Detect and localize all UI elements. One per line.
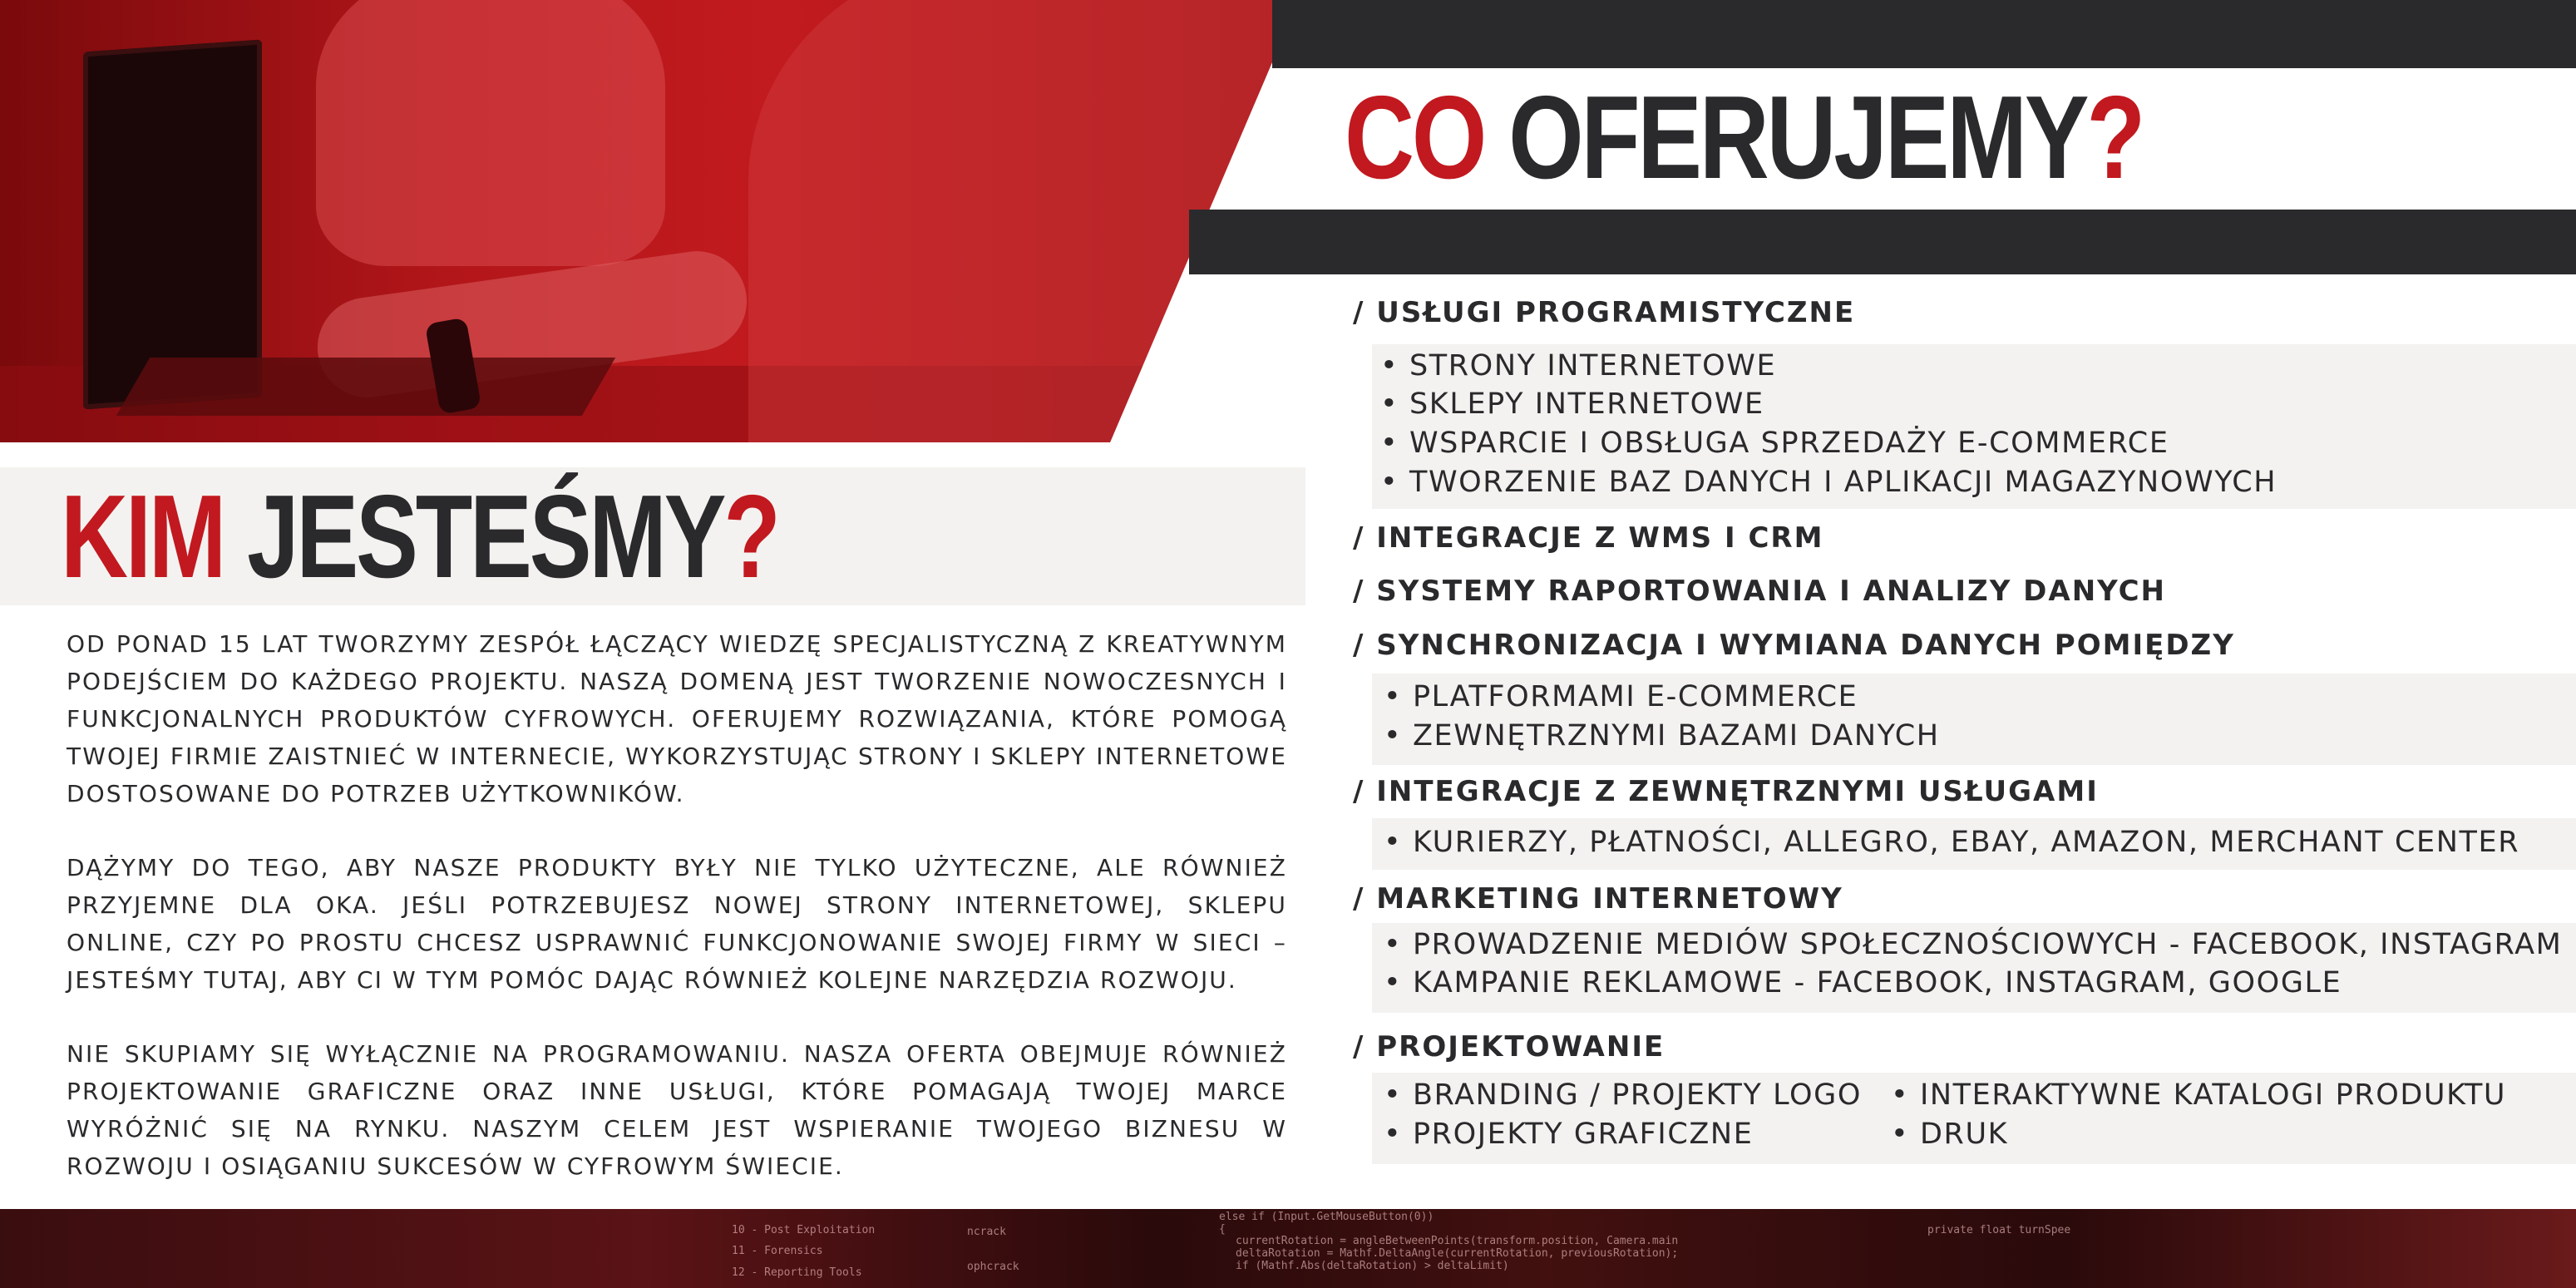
about-title-accent: KIM — [61, 471, 225, 603]
section-heading: / SYNCHRONIZACJA I WYMIANA DANYCH POMIĘDZY — [1353, 629, 2235, 662]
section-heading: / SYSTEMY RAPORTOWANIA I ANALIZY DANYCH — [1353, 575, 2166, 608]
section-item: • PLATFORMAMI E-COMMERCE — [1384, 680, 1858, 713]
photo-laptop — [83, 39, 262, 409]
photo-person-left — [316, 0, 665, 266]
about-title-mark: ? — [723, 471, 778, 603]
section-items-box — [1372, 818, 2576, 870]
header-band-bottom — [1189, 210, 2576, 274]
offer-title-mark: ? — [2086, 72, 2144, 204]
section-item: • WSPARCIE I OBSŁUGA SPRZEDAŻY E-COMMERCE — [1380, 427, 2169, 460]
offer-title — [1345, 72, 2144, 204]
section-item: • PROWADZENIE MEDIÓW SPOŁECZNOŚCIOWYCH - FACEBOOK, INSTAGRAM — [1384, 928, 2563, 961]
about-title-main: JESTEŚMY — [247, 471, 724, 603]
code-line: deltaRotation = Mathf.DeltaAngle(currentRotation, previousRotation); — [1236, 1247, 1679, 1260]
about-paragraph: NIE SKUPIAMY SIĘ WYŁĄCZNIE NA PROGRAMOWANIU. NASZA OFERTA OBEJMUJE RÓWNIEŻ PROJEKTOWANIE GRAFICZNE ORAZ INNE USŁUGI, KTÓRE POMAGAJĄ TWOJEJ MARCE WYRÓŻNIĆ SIĘ NA RYNKU. NASZYM CELEM JEST WSPIERANIE TWOJEGO BIZNESU W ROZWOJU I OSIĄGANIU SUKCESÓW W CYFROWYM ŚWIECIE. — [67, 1040, 1287, 1180]
code-background-strip — [0, 1209, 2576, 1288]
about-paragraph: OD PONAD 15 LAT TWORZYMY ZESPÓŁ ŁĄCZĄCY WIEDZĘ SPECJALISTYCZNĄ Z KREATYWNYM PODEJŚCIEM DO KAŻDEGO PROJEKTU. NASZĄ DOMENĄ JEST TWORZENIE NOWOCZESNYCH I FUNKCJONALNYCH PRODUKTÓW CYFROWYCH. OFERUJEMY ROZWIĄZANIA, KTÓRE POMOGĄ TWOJEJ FIRMIE ZAISTNIEĆ W INTERNECIE, WYKORZYSTUJĄC STRONY I SKLEPY INTERNETOWE DOSTOSOWANE DO POTRZEB UŻYTKOWNIKÓW. — [67, 630, 1287, 807]
code-line: currentRotation = angleBetweenPoints(transform.position, Camera.main — [1236, 1235, 1679, 1247]
section-item: • KAMPANIE REKLAMOWE - FACEBOOK, INSTAGRAM, GOOGLE — [1384, 966, 2342, 999]
section-item: • ZEWNĘTRZNYMI BAZAMI DANYCH — [1384, 719, 1940, 753]
photo-laptop-keyboard — [116, 358, 615, 416]
section-items-box — [1372, 1073, 2576, 1164]
code-line: ncrack — [967, 1226, 1006, 1238]
section-item: • TWORZENIE BAZ DANYCH I APLIKACJI MAGAZYNOWYCH — [1380, 466, 2277, 499]
section-heading: / INTEGRACJE Z ZEWNĘTRZNYMI USŁUGAMI — [1353, 775, 2099, 808]
section-items-box — [1372, 923, 2576, 1013]
section-item: • PROJEKTY GRAFICZNE — [1384, 1118, 1754, 1151]
offer-title-accent: CO — [1345, 72, 1485, 204]
section-items-box — [1372, 344, 2576, 509]
about-title — [61, 471, 778, 603]
code-line: ophcrack — [967, 1261, 1019, 1273]
section-item: • BRANDING / PROJEKTY LOGO — [1384, 1078, 1863, 1112]
offer-title-main: OFERUJEMY — [1508, 72, 2087, 204]
about-paragraph: DĄŻYMY DO TEGO, ABY NASZE PRODUKTY BYŁY NIE TYLKO UŻYTECZNE, ALE RÓWNIEŻ PRZYJEMNE DLA OKA. JEŚLI POTRZEBUJESZ NOWEJ STRONY INTERNETOWEJ, SKLEPU ONLINE, CZY PO PROSTU CHCESZ USPRAWNIĆ FUNKCJONOWANIE SWOJEJ FIRMY W SIECI – JESTEŚMY TUTAJ, ABY CI W TYM POMÓC DAJĄC RÓWNIEŻ KOLEJNE NARZĘDZIA ROZWOJU. — [67, 854, 1287, 994]
about-text — [67, 625, 1287, 1221]
section-item: • KURIERZY, PŁATNOŚCI, ALLEGRO, EBAY, AMAZON, MERCHANT CENTER — [1384, 826, 2520, 859]
section-heading: / MARKETING INTERNETOWY — [1353, 882, 1843, 915]
section-item: • DRUK — [1891, 1118, 2009, 1151]
section-item: • SKLEPY INTERNETOWE — [1380, 387, 1764, 421]
section-item: • INTERAKTYWNE KATALOGI PRODUKTU — [1891, 1078, 2507, 1112]
code-line: 12 - Reporting Tools — [732, 1266, 862, 1279]
code-line: 11 - Forensics — [732, 1245, 823, 1257]
section-heading: / USŁUGI PROGRAMISTYCZNE — [1353, 296, 1856, 329]
code-line: private float turnSpee — [1927, 1224, 2071, 1236]
section-items-box — [1372, 674, 2576, 765]
code-line: { — [1219, 1223, 1226, 1236]
section-heading: / PROJEKTOWANIE — [1353, 1030, 1666, 1063]
hero-photo — [0, 0, 1299, 442]
code-line: else if (Input.GetMouseButton(0)) — [1219, 1211, 1434, 1223]
section-heading: / INTEGRACJE Z WMS I CRM — [1353, 521, 1824, 555]
code-line: if (Mathf.Abs(deltaRotation) > deltaLimit) — [1236, 1260, 1509, 1272]
code-line: 10 - Post Exploitation — [732, 1224, 876, 1236]
section-item: • STRONY INTERNETOWE — [1380, 349, 1777, 382]
header-band-top — [1272, 0, 2576, 68]
